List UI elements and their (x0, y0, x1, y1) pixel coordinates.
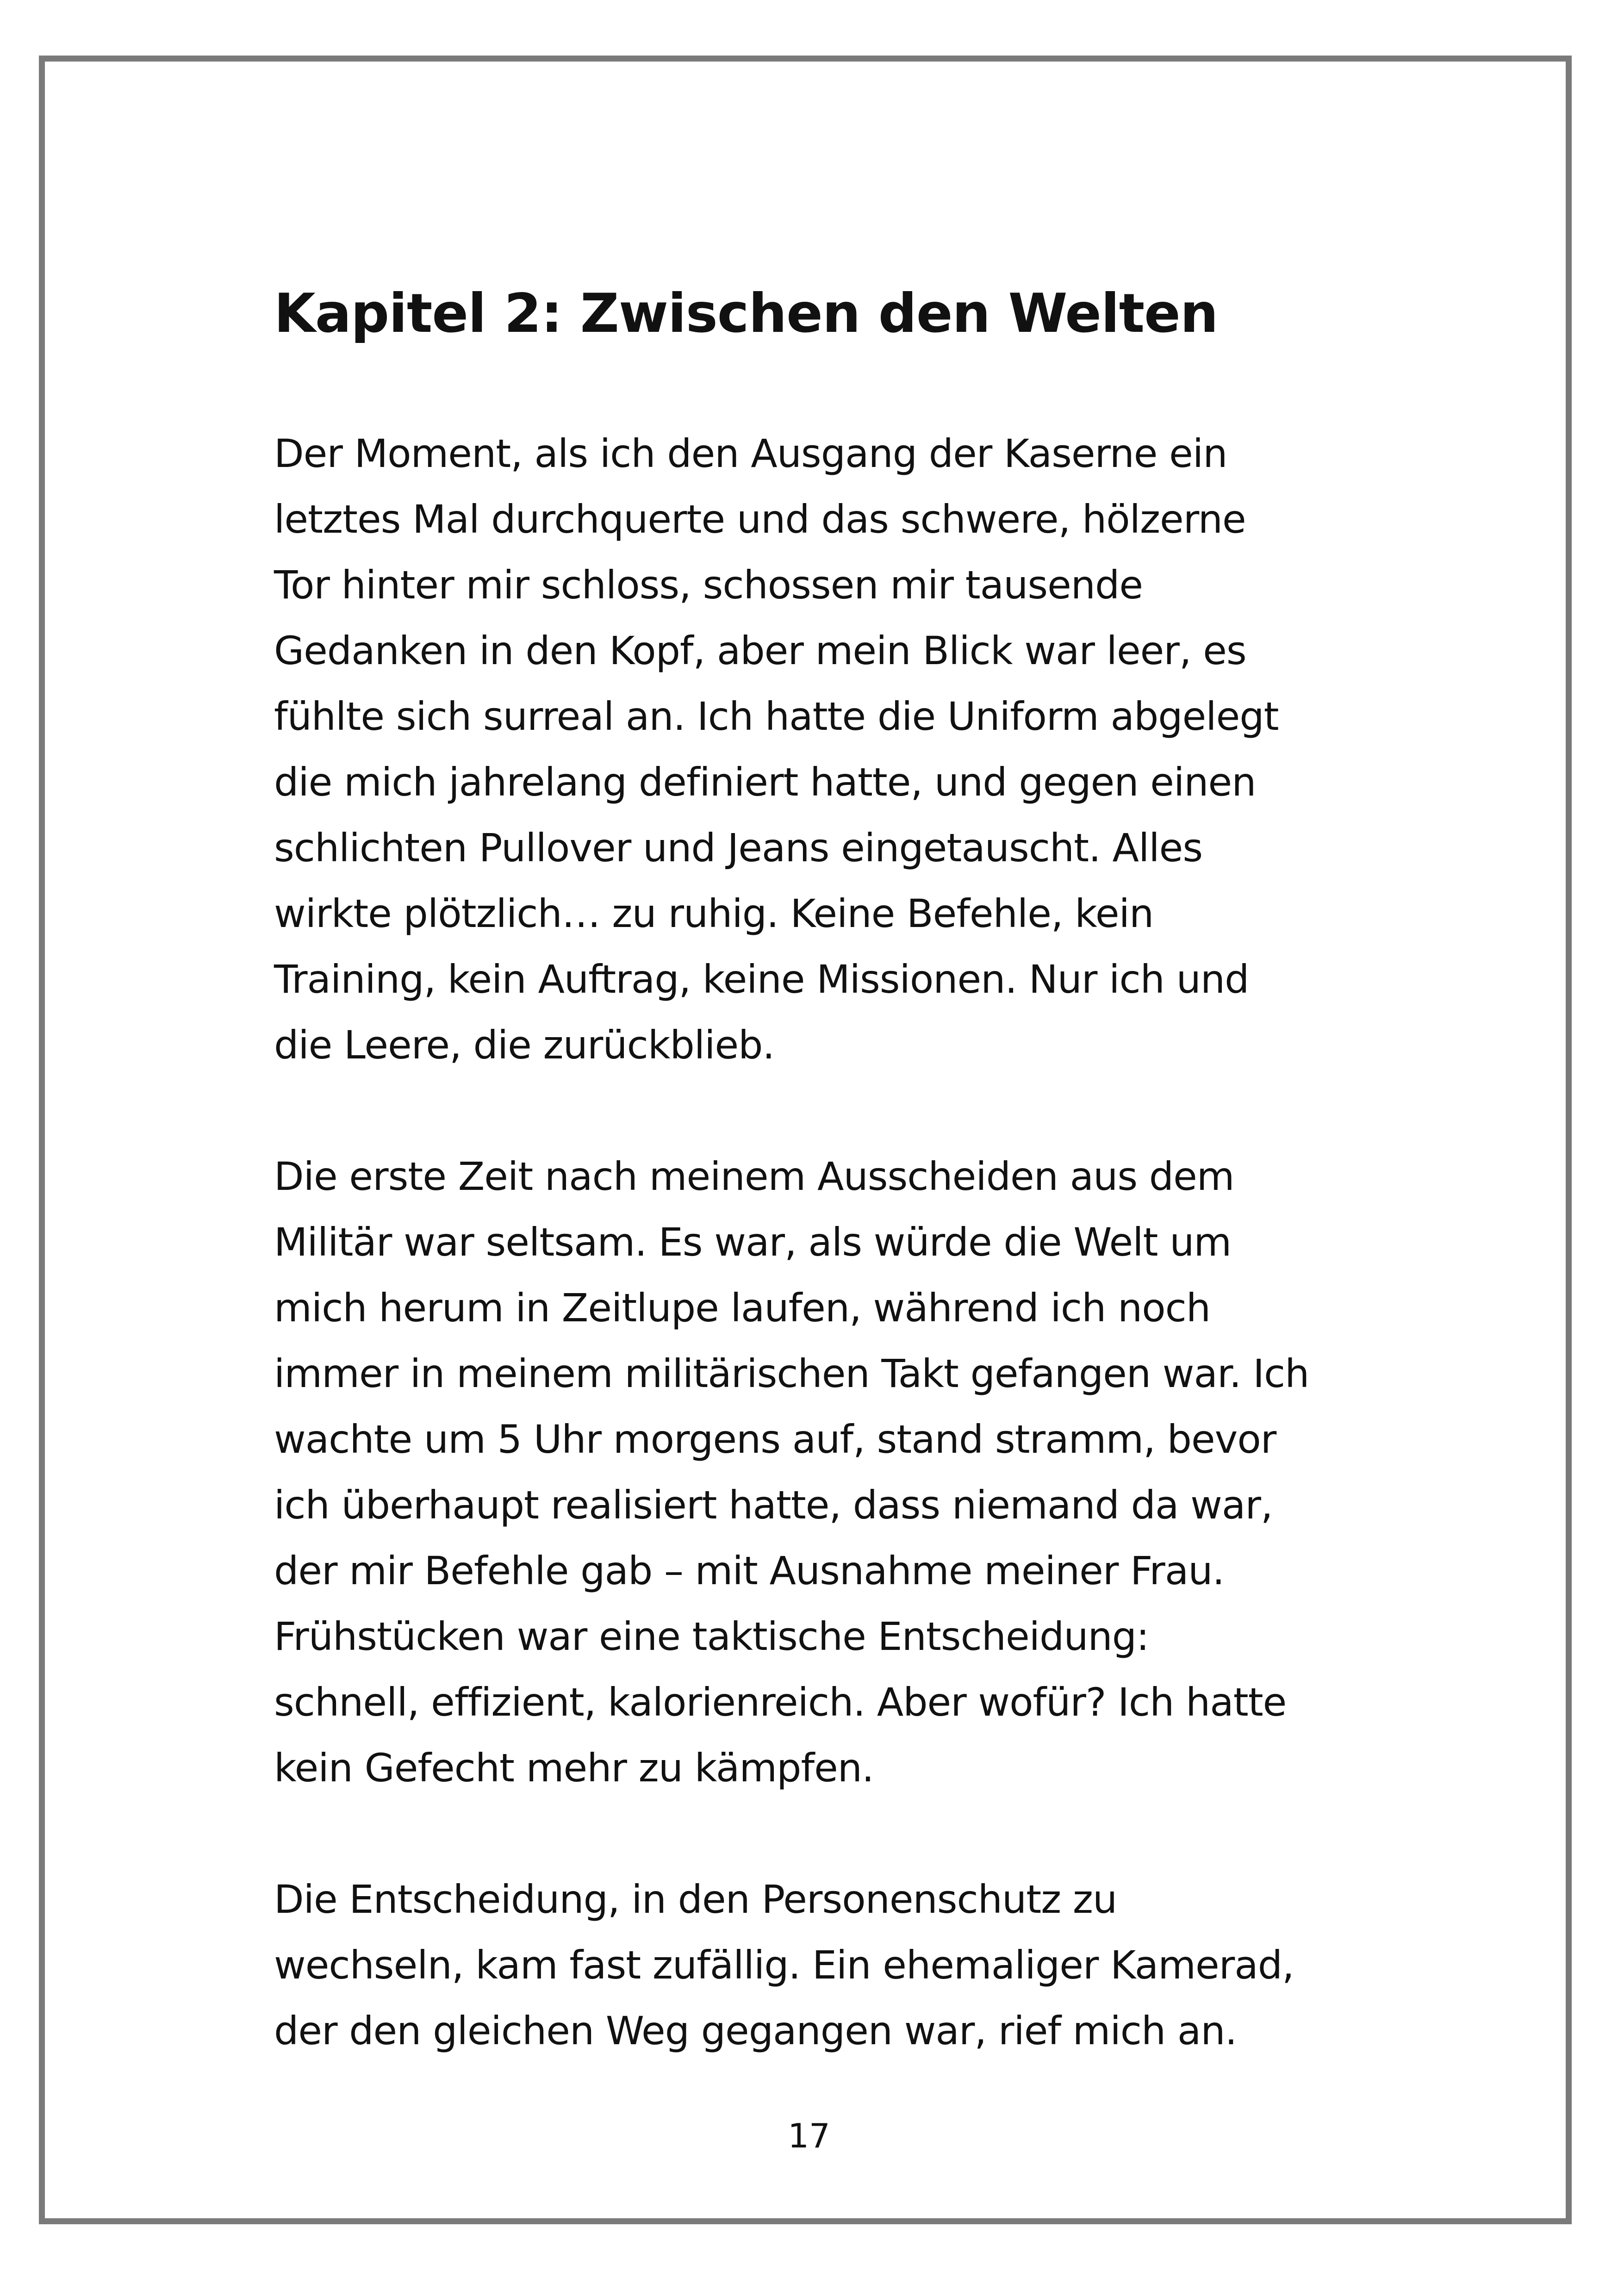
text-line: die Leere, die zurückblieb. (274, 1022, 775, 1068)
text-line: Die Entscheidung, in den Personenschutz zu (274, 1877, 1117, 1922)
text-line: immer in meinem militärischen Takt gefangen war. Ich (274, 1351, 1309, 1396)
text-line: Training, kein Auftrag, keine Missionen. Nur ich und (274, 957, 1249, 1002)
text-line: Der Moment, als ich den Ausgang der Kaserne ein (274, 431, 1227, 476)
page-number: 17 (788, 2116, 830, 2155)
text-line: Gedanken in den Kopf, aber mein Blick war leer, es (274, 628, 1246, 673)
text-line: ich überhaupt realisiert hatte, dass niemand da war, (274, 1482, 1273, 1528)
text-line: die mich jahrelang definiert hatte, und gegen einen (274, 759, 1256, 805)
text-line: Frühstücken war eine taktische Entscheidung: (274, 1614, 1149, 1659)
text-line: wachte um 5 Uhr morgens auf, stand stramm, bevor (274, 1417, 1276, 1462)
text-line: Tor hinter mir schloss, schossen mir tausende (274, 562, 1143, 608)
text-line: wirkte plötzlich… zu ruhig. Keine Befehle, kein (274, 891, 1154, 936)
text-line: kein Gefecht mehr zu kämpfen. (274, 1745, 874, 1791)
text-line: wechseln, kam fast zufällig. Ein ehemaliger Kamerad, (274, 1942, 1294, 1988)
text-line: fühlte sich surreal an. Ich hatte die Uniform abgelegt (274, 694, 1279, 739)
chapter-title: Kapitel 2: Zwischen den Welten (274, 282, 1218, 345)
text-line: der mir Befehle gab – mit Ausnahme meiner Frau. (274, 1548, 1225, 1593)
text-line: der den gleichen Weg gegangen war, rief mich an. (274, 2008, 1237, 2053)
text-line: mich herum in Zeitlupe laufen, während ich noch (274, 1285, 1211, 1331)
text-line: letztes Mal durchquerte und das schwere, hölzerne (274, 497, 1246, 542)
text-line: Militär war seltsam. Es war, als würde die Welt um (274, 1220, 1232, 1265)
text-line: Die erste Zeit nach meinem Ausscheiden aus dem (274, 1154, 1234, 1199)
text-line: schlichten Pullover und Jeans eingetauscht. Alles (274, 825, 1203, 871)
text-line: schnell, effizient, kalorienreich. Aber wofür? Ich hatte (274, 1680, 1287, 1725)
